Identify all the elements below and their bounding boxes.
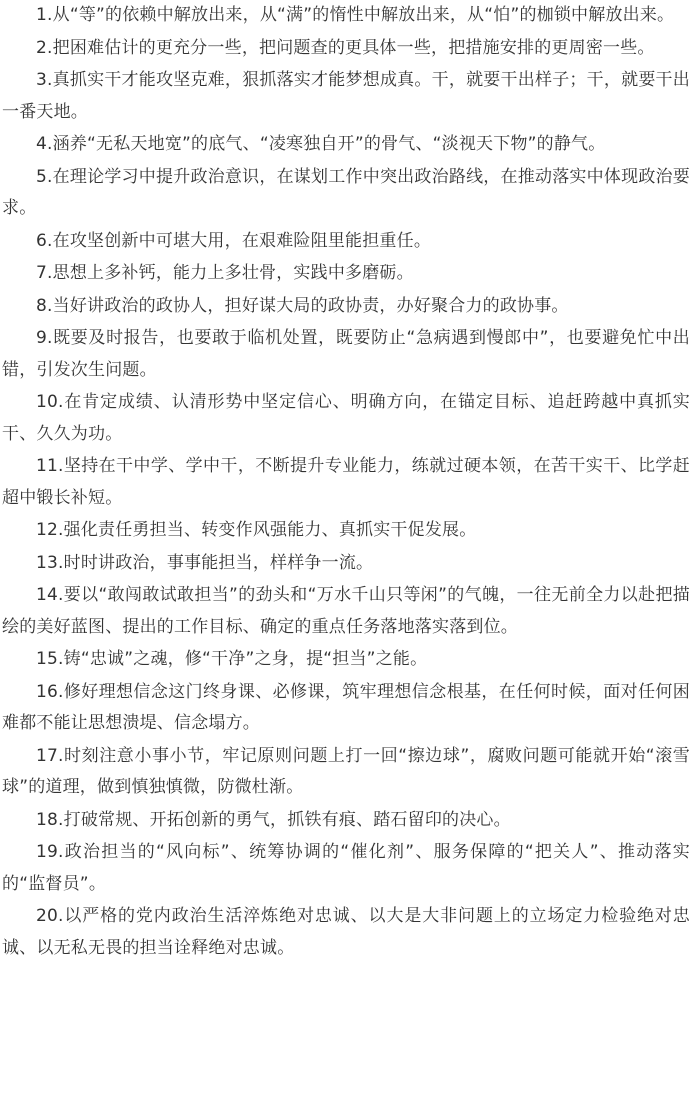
paragraph-3: 3.真抓实干才能攻坚克难，狠抓落实才能梦想成真。干，就要干出样子；干，就要干出一番天地。 xyxy=(2,70,690,122)
paragraph-1: 1.从“等”的依赖中解放出来，从“满”的惰性中解放出来，从“怕”的枷锁中解放出来。 xyxy=(36,5,675,25)
paragraph-2: 2.把困难估计的更充分一些，把问题查的更具体一些，把措施安排的更周密一些。 xyxy=(36,37,655,58)
paragraph-20: 20.以严格的党内政治生活淬炼绝对忠诚、以大是大非问题上的立场定力检验绝对忠诚、以无私无畏的担当诠释绝对忠诚。 xyxy=(2,906,690,958)
paragraph-18: 18.打破常规、开拓创新的勇气，抓铁有痕、踏石留印的决心。 xyxy=(36,809,511,830)
paragraph-14: 14.要以“敢闯敢试敢担当”的劲头和“万水千山只等闲”的气魄，一往无前全力以赴把描绘的美好蓝图、提出的工作目标、确定的重点任务落地落实落到位。 xyxy=(2,585,690,637)
paragraph-16: 16.修好理想信念这门终身课、必修课，筑牢理想信念根基，在任何时候，面对任何困难都不能让思想溃堤、信念塌方。 xyxy=(2,681,690,733)
paragraph-6: 6.在攻坚创新中可堪大用，在艰难险阻里能担重任。 xyxy=(36,230,432,251)
paragraph-19: 19.政治担当的“风向标”、统筹协调的“催化剂”、服务保障的“把关人”、推动落实的“监督员”。 xyxy=(2,842,690,894)
paragraph-11: 11.坚持在干中学、学中干，不断提升专业能力，练就过硬本领，在苦干实干、比学赶超中锻长补短。 xyxy=(2,456,690,508)
paragraph-17: 17.时刻注意小事小节，牢记原则问题上打一回“擦边球”，腐败问题可能就开始“滚雪球”的道理，做到慎独慎微，防微杜渐。 xyxy=(2,745,690,797)
paragraph-7: 7.思想上多补钙，能力上多壮骨，实践中多磨砺。 xyxy=(36,263,414,283)
paragraph-5: 5.在理论学习中提升政治意识，在谋划工作中突出政治路线，在推动落实中体现政治要求。 xyxy=(2,166,690,218)
paragraph-4: 4.涵养“无私天地宽”的底气、“凌寒独自开”的骨气、“淡视天下物”的静气。 xyxy=(36,134,606,154)
paragraph-8: 8.当好讲政治的政协人，担好谋大局的政协责，办好聚合力的政协事。 xyxy=(36,295,569,316)
paragraph-10: 10.在肯定成绩、认清形势中坚定信心、明确方向，在锚定目标、追赶跨越中真抓实干、久久为功。 xyxy=(2,392,690,444)
paragraph-13: 13.时时讲政治，事事能担当，样样争一流。 xyxy=(36,552,374,573)
paragraph-9: 9.既要及时报告，也要敢于临机处置，既要防止“急病遇到慢郎中”，也要避免忙中出错，引发次生问题。 xyxy=(2,328,690,380)
paragraph-12: 12.强化责任勇担当、转变作风强能力、真抓实干促发展。 xyxy=(36,520,477,540)
paragraph-15: 15.铸“忠诚”之魂，修“干净”之身，提“担当”之能。 xyxy=(36,649,428,669)
